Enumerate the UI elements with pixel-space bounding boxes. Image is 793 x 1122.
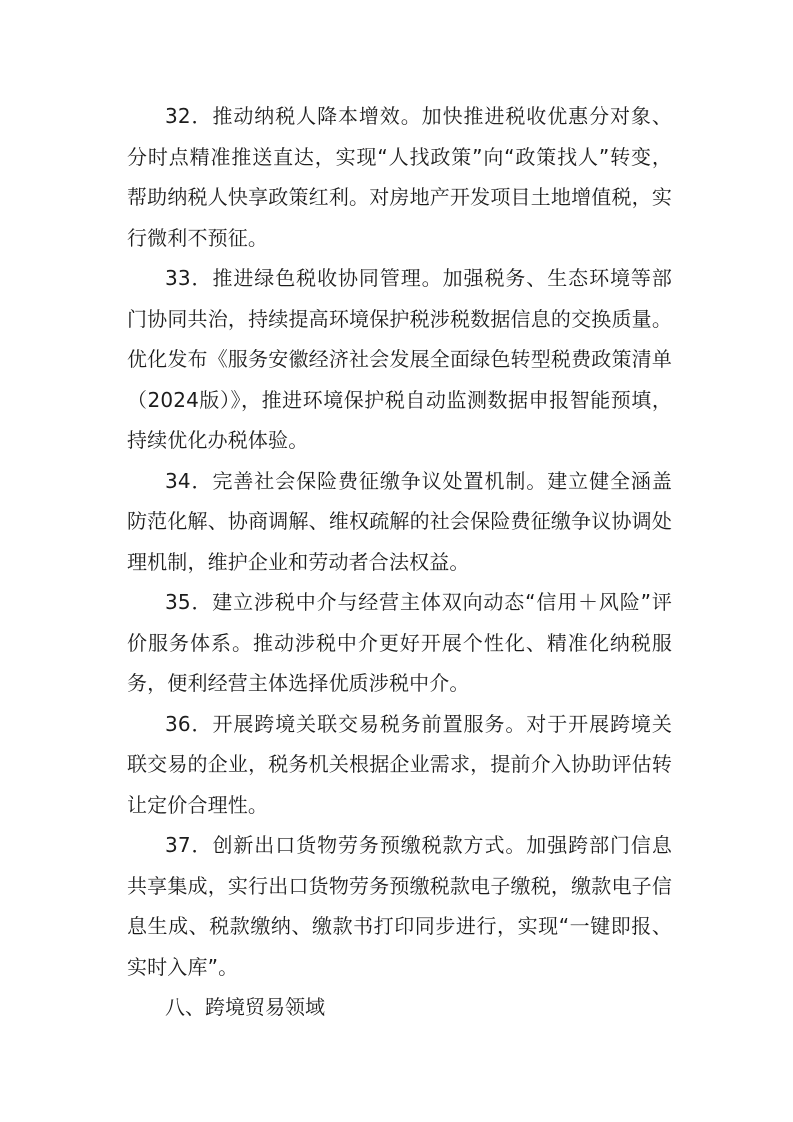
paragraph-36: 36．开展跨境关联交易税务前置服务。对于开展跨境关联交易的企业，税务机关根据企业需求，提前介入协助评估转让定价合理性。 [127, 711, 672, 817]
paragraph-33: 33．推进绿色税收协同管理。加强税务、生态环境等部门协同共治，持续提高环境保护税涉税数据信息的交换质量。优化发布《服务安徽经济社会发展全面绿色转型税费政策清单（2024版）》，推进环境保护税自动监测数据申报智能预填，持续优化办税体验。 [127, 266, 672, 452]
section-heading: 八、跨境贸易领域 [165, 995, 325, 1019]
paragraph-32: 32．推动纳税人降本增效。加快推进税收优惠分对象、分时点精准推送直达，实现“人找政策”向“政策找人”转变，帮助纳税人快享政策红利。对房地产开发项目土地增值税，实行微利不预征。 [127, 104, 672, 250]
paragraph-34: 34．完善社会保险费征缴争议处置机制。建立健全涵盖防范化解、协商调解、维权疏解的社会保险费征缴争议协调处理机制，维护企业和劳动者合法权益。 [127, 468, 672, 574]
paragraph-37: 37．创新出口货物劳务预缴税款方式。加强跨部门信息共享集成，实行出口货物劳务预缴税款电子缴税，缴款电子信息生成、税款缴纳、缴款书打印同步进行，实现“一键即报、实时入库”。 [127, 833, 672, 979]
paragraph-35: 35．建立涉税中介与经营主体双向动态“信用＋风险”评价服务体系。推动涉税中介更好开展个性化、精准化纳税服务，便利经营主体选择优质涉税中介。 [127, 590, 672, 695]
document-body [127, 96, 672, 1028]
